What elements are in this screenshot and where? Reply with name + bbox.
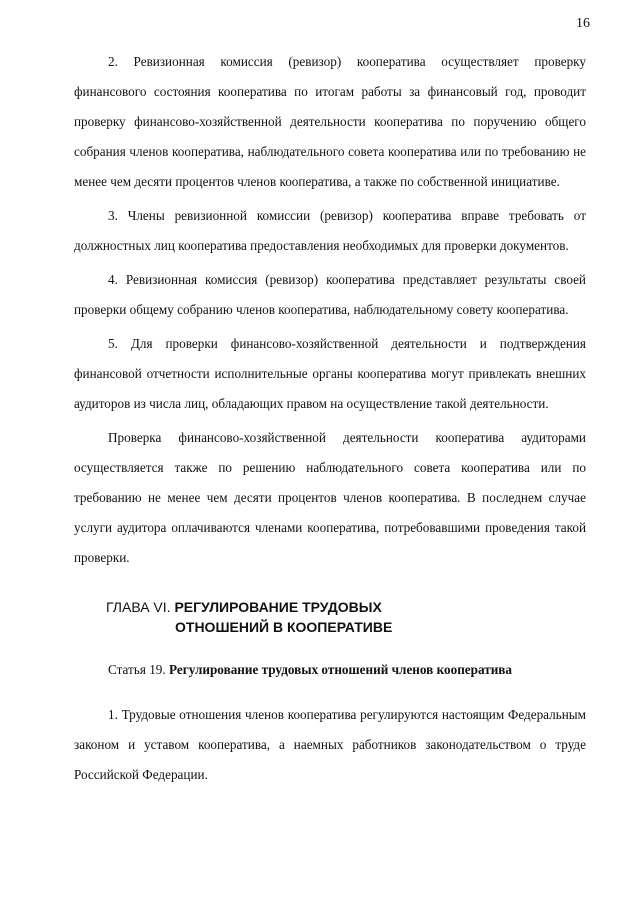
body-text-article bbox=[74, 700, 586, 790]
chapter-prefix: ГЛАВА VI. bbox=[106, 599, 171, 615]
article-title: Регулирование трудовых отношений членов кооператива bbox=[168, 662, 513, 677]
paragraph-audit: Проверка финансово-хозяйственной деятельности кооператива аудиторами осуществляется также по решению наблюдательного совета кооператива или по требованию не менее чем десяти процентов членов кооператива. В последнем случае услуги аудитора оплачиваются членами кооператива, потребовавшими проведения такой проверки. bbox=[74, 430, 586, 565]
paragraph-2: 2. Ревизионная комиссия (ревизор) кооператива осуществляет проверку финансового состояния кооператива по итогам работы за финансовый год, проводит проверку финансово-хозяйственной деятельности кооператива по поручению общего собрания членов кооператива, наблюдательного совета кооператива или по требованию не менее чем десяти процентов членов кооператива, а также по собственной инициативе. bbox=[74, 54, 586, 189]
article-paragraph-1: 1. Трудовые отношения членов кооператива регулируются настоящим Федеральным законом и уставом кооператива, а наемных работников законодательством о труде Российской Федерации. bbox=[74, 707, 586, 782]
paragraph-5: 5. Для проверки финансово-хозяйственной деятельности и подтверждения финансовой отчетности исполнительные органы кооператива могут привлекать внешних аудиторов из числа лиц, обладающих правом на осуществление такой деятельности. bbox=[74, 336, 586, 411]
article-heading bbox=[108, 660, 512, 680]
chapter-title-line1: РЕГУЛИРОВАНИЕ ТРУДОВЫХ bbox=[174, 599, 382, 615]
chapter-title-line2: ОТНОШЕНИЙ В КООПЕРАТИВЕ bbox=[175, 619, 393, 635]
body-text-top bbox=[74, 47, 586, 573]
paragraph-3: 3. Члены ревизионной комиссии (ревизор) кооператива вправе требовать от должностных лиц кооператива предоставления необходимых для проверки документов. bbox=[74, 208, 586, 253]
page-number: 16 bbox=[576, 16, 590, 31]
paragraph-4: 4. Ревизионная комиссия (ревизор) кооператива представляет результаты своей проверки общему собранию членов кооператива, наблюдательному совету кооператива. bbox=[74, 272, 586, 317]
article-prefix: Статья 19. bbox=[108, 662, 166, 677]
chapter-heading bbox=[106, 597, 392, 637]
